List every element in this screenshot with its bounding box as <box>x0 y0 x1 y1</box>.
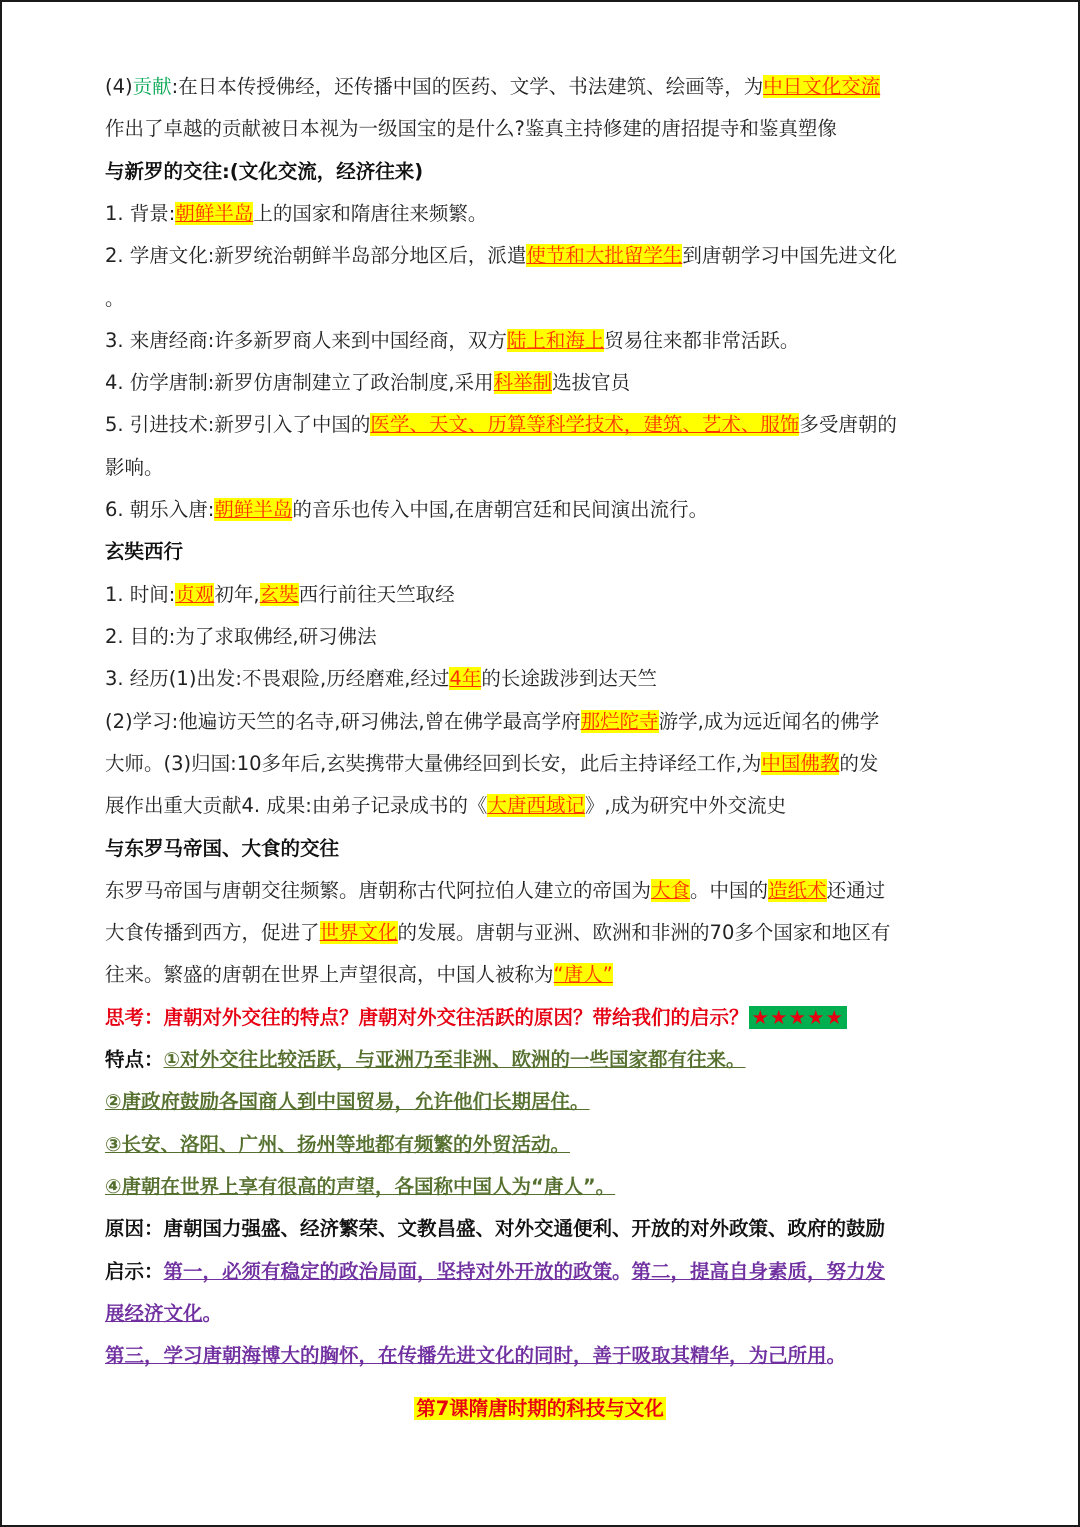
think-question: 思考：唐朝对外交往的特点？唐朝对外交往活跃的原因？带给我们的启示？ <box>105 1006 749 1029</box>
line-period: 。 <box>105 287 125 310</box>
line-silla-trade: 3. 来唐经商:许多新罗商人来到中国经商，双方陆上和海上贸易往来都非常活跃。 <box>105 329 800 352</box>
line-feature-2: ②唐政府鼓励各国商人到中国贸易，允许他们长期居住。 <box>105 1090 590 1113</box>
highlight-term: “唐人” <box>553 963 613 986</box>
highlight-term: 中日文化交流 <box>763 75 881 98</box>
line-xuanzang-study: (2)学习:他遍访天竺的名寺,研习佛法,曾在佛学最高学府那烂陀寺游学,成为远近闻名的佛学 <box>105 710 880 733</box>
line-silla-system: 4. 仿学唐制:新罗仿唐制建立了政治制度,采用科举制选拔官员 <box>105 371 631 394</box>
line-byzantium-2: 大食传播到西方，促进了世界文化的发展。唐朝与亚洲、欧洲和非洲的70多个国家和地区有 <box>105 921 891 944</box>
highlight-term: 科举制 <box>493 371 553 394</box>
highlight-term: 4年 <box>449 667 482 690</box>
highlight-term: 陆上和海上 <box>506 329 605 352</box>
highlight-term: 玄奘 <box>259 583 299 606</box>
heading-byzantium: 与东罗马帝国、大食的交往 <box>105 837 340 860</box>
highlight-term: 那烂陀寺 <box>580 710 659 733</box>
highlight-term: 造纸术 <box>768 879 827 902</box>
lesson-title: 第7课隋唐时期的科技与文化 <box>416 1397 664 1420</box>
highlight-term: 使节和大批留学生 <box>526 244 683 267</box>
star-rating-icon: ★★★★★ <box>749 1006 847 1029</box>
line-feature-3: ③长安、洛阳、广州、扬州等地都有频繁的外贸活动。 <box>105 1133 571 1156</box>
line-features: 特点：①对外交往比较活跃，与亚洲乃至非洲、欧洲的一些国家都有往来。 <box>105 1048 746 1071</box>
highlight-term: 贞观 <box>175 583 215 606</box>
line-contribution: (4)贡献:在日本传授佛经，还传播中国的医药、文学、书法建筑、绘画等，为中日文化交流 <box>105 75 881 98</box>
highlight-term: 大唐西域记 <box>487 794 585 817</box>
line-feature-4: ④唐朝在世界上享有很高的声望，各国称中国人为“唐人”。 <box>105 1175 616 1198</box>
line-think-question <box>105 1003 1018 1033</box>
highlight-term: 大食 <box>651 879 691 902</box>
line-silla-learning: 2. 学唐文化:新罗统治朝鲜半岛部分地区后，派遣使节和大批留学生到唐朝学习中国先进文化 <box>105 244 897 267</box>
contribution-label: 贡献 <box>132 75 172 98</box>
highlight-term: 医学、天文、历算等科学技术，建筑、艺术、服饰 <box>370 413 800 436</box>
highlight-term: 朝鲜半岛 <box>214 498 293 521</box>
line-silla-background: 1. 背景:朝鲜半岛上的国家和隋唐往来频繁。 <box>105 202 488 225</box>
heading-silla: 与新罗的交往:(文化交流，经济往来) <box>105 160 424 183</box>
line-xuanzang-time: 1. 时间:贞观初年,玄奘西行前往天竺取经 <box>105 583 455 606</box>
line-byzantium-1: 东罗马帝国与唐朝交往频繁。唐朝称古代阿拉伯人建立的帝国为大食。中国的造纸术还通过 <box>105 879 886 902</box>
line-silla-technology: 5. 引进技术:新罗引入了中国的医学、天文、历算等科学技术，建筑、艺术、服饰多受唐朝的 <box>105 413 897 436</box>
line-xuanzang-result: 展作出重大贡献4. 成果:由弟子记录成书的《大唐西域记》,成为研究中外交流史 <box>105 794 787 817</box>
line-reasons: 原因：唐朝国力强盛、经济繁荣、文教昌盛、对外交通便利、开放的对外政策、政府的鼓励 <box>105 1217 886 1240</box>
heading-xuanzang: 玄奘西行 <box>105 540 184 563</box>
line-byzantium-3: 往来。繁盛的唐朝在世界上声望很高，中国人被称为“唐人” <box>105 963 613 986</box>
line-inspiration-3: 第三，学习唐朝海博大的胸怀，在传播先进文化的同时，善于吸取其精华，为己所用。 <box>105 1344 847 1367</box>
highlight-term: 世界文化 <box>319 921 398 944</box>
line-influence: 影响。 <box>105 456 164 479</box>
line-xuanzang-purpose: 2. 目的:为了求取佛经,研习佛法 <box>105 625 377 648</box>
line-inspiration-cont: 展经济文化。 <box>105 1302 223 1325</box>
highlight-term: 朝鲜半岛 <box>175 202 254 225</box>
line-national-treasure: 作出了卓越的贡献被日本视为一级国宝的是什么?鉴真主持修建的唐招提寺和鉴真塑像 <box>105 117 837 140</box>
line-xuanzang-journey: 3. 经历(1)出发:不畏艰险,历经磨难,经过4年的长途跋涉到达天竺 <box>105 667 657 690</box>
line-inspiration: 启示：第一，必须有稳定的政治局面，坚持对外开放的政策。第二，提高自身素质，努力发 <box>105 1260 886 1283</box>
line-silla-music: 6. 朝乐入唐:朝鲜半岛的音乐也传入中国,在唐朝宫廷和民间演出流行。 <box>105 498 709 521</box>
line-xuanzang-return: 大师。(3)归国:10多年后,玄奘携带大量佛经回到长安，此后主持译经工作,为中国佛教的发 <box>105 752 879 775</box>
highlight-term: 中国佛教 <box>761 752 840 775</box>
